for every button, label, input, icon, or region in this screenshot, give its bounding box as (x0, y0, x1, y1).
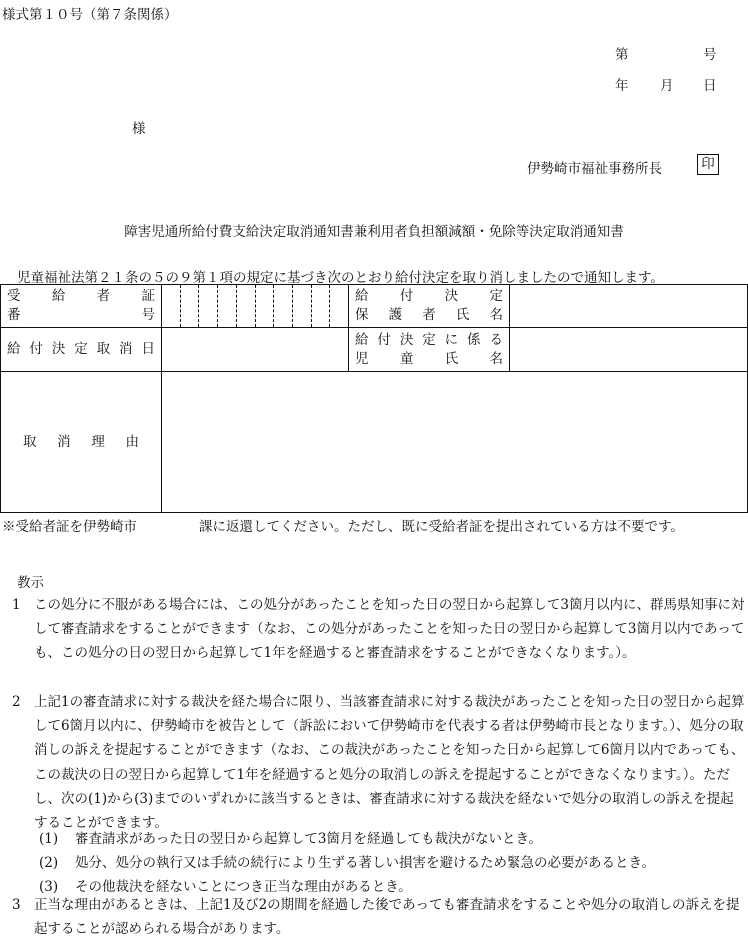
item-number: (3) (39, 879, 59, 895)
document-title: 障害児通所給付費支給決定取消通知書兼利用者負担額減額・免除等決定取消通知書 (124, 224, 624, 240)
cert-number-label-line1: 受 給 者 証 (7, 288, 155, 304)
child-label-line1: 給 付 決 定 に 係 る (355, 331, 503, 348)
form-number: 様式第１０号（第７条関係） (2, 7, 178, 23)
doc-number-label: 第 (615, 47, 629, 63)
instruction-paragraph-3: 3 正当な理由があるときは、上記1及び2の期間を経過した後であっても審査請求をすることや処分の取消しの訴えを提起することが認められる場合があります。 (34, 893, 746, 941)
guardian-name-label (349, 285, 510, 328)
notice-text: 児童福祉法第２１条の５の９第１項の規定に基づき次のとおり給付決定を取り消しましたので通知します。 (17, 270, 664, 286)
paragraph-number: 2 (12, 694, 21, 710)
instruction-item-2: (2) 処分、処分の執行又は手続の続行により生ずる著しい損害を避けるため緊急の必要があるとき。 (39, 855, 655, 871)
cancel-reason-label: 取 消 理 由 (1, 372, 162, 513)
guardian-name-field[interactable] (510, 285, 748, 328)
return-note (2, 515, 684, 535)
addressee-suffix: 様 (132, 121, 146, 137)
instructions-heading: 教示 (17, 575, 44, 591)
cancel-date-label: 給 付 決 定 取 消 日 (1, 328, 162, 372)
item-number: (2) (39, 855, 59, 871)
form-table (0, 284, 748, 513)
instruction-paragraph-2: 2 上記1の審査請求に対する裁決を経た場合に限り、当該審査請求に対する裁決があったことを知った日の翌日から起算して6箇月以内に、伊勢崎市を被告として（訴訟において伊勢崎市を代表する者は伊勢崎市長となります。）、処分の取消しの訴えを提起することができます（なお、この裁決があったことを知った日から起算して6箇月以内であっても、この裁決の日の翌日から起算して1年を経過すると処分の取消しの訴えを提起することができなくなります。）。ただし、次の(1)から(3)までのいずれかに該当するときは、審査請求に対する裁決を経ないで処分の取消しの訴えを提起することができます。 (34, 690, 746, 835)
date-day-label: 日 (703, 78, 717, 94)
paragraph-number: 1 (12, 597, 21, 613)
item-number: (1) (39, 831, 59, 847)
seal-box: 印 (697, 154, 719, 175)
cert-number-digits (162, 285, 348, 327)
date-month-label: 月 (660, 78, 674, 94)
child-name-label (349, 328, 510, 372)
doc-number-suffix: 号 (703, 47, 717, 63)
instruction-item-3: (3) その他裁決を経ないことにつき正当な理由があるとき。 (39, 879, 412, 895)
cert-number-digit-boxes[interactable] (162, 285, 349, 328)
instruction-paragraph-1: 1 この処分に不服がある場合には、この処分があったことを知った日の翌日から起算して3箇月以内に、群馬県知事に対して審査請求をすることができます（なお、この処分があったことを知った日の翌日から起算して3箇月以内であっても、この処分の日の翌日から起算して1年を経過すると審査請求をすることができなくなります。）。 (34, 593, 746, 666)
cert-number-label-line2: 番 号 (7, 307, 155, 323)
cancel-date-field[interactable] (162, 328, 349, 372)
return-note-after: 課に返還してください。ただし、既に受給者証を提出されている方は不要です。 (199, 519, 684, 535)
guardian-label-line2: 保 護 者 氏 名 (355, 307, 503, 323)
instruction-item-1: (1) 審査請求があった日の翌日から起算して3箇月を経過しても裁決がないとき。 (39, 831, 542, 847)
paragraph-number: 3 (12, 897, 21, 913)
date-year-label: 年 (615, 78, 629, 94)
child-label-line2: 児 童 氏 名 (355, 350, 503, 367)
guardian-label-line1: 給 付 決 定 (355, 288, 503, 304)
child-name-field[interactable] (510, 328, 748, 372)
issuer-name: 伊勢崎市福祉事務所長 (527, 161, 662, 177)
cert-number-label (1, 285, 162, 328)
cancel-reason-field[interactable] (162, 372, 748, 513)
return-note-before: ※受給者証を伊勢崎市 (2, 519, 137, 535)
